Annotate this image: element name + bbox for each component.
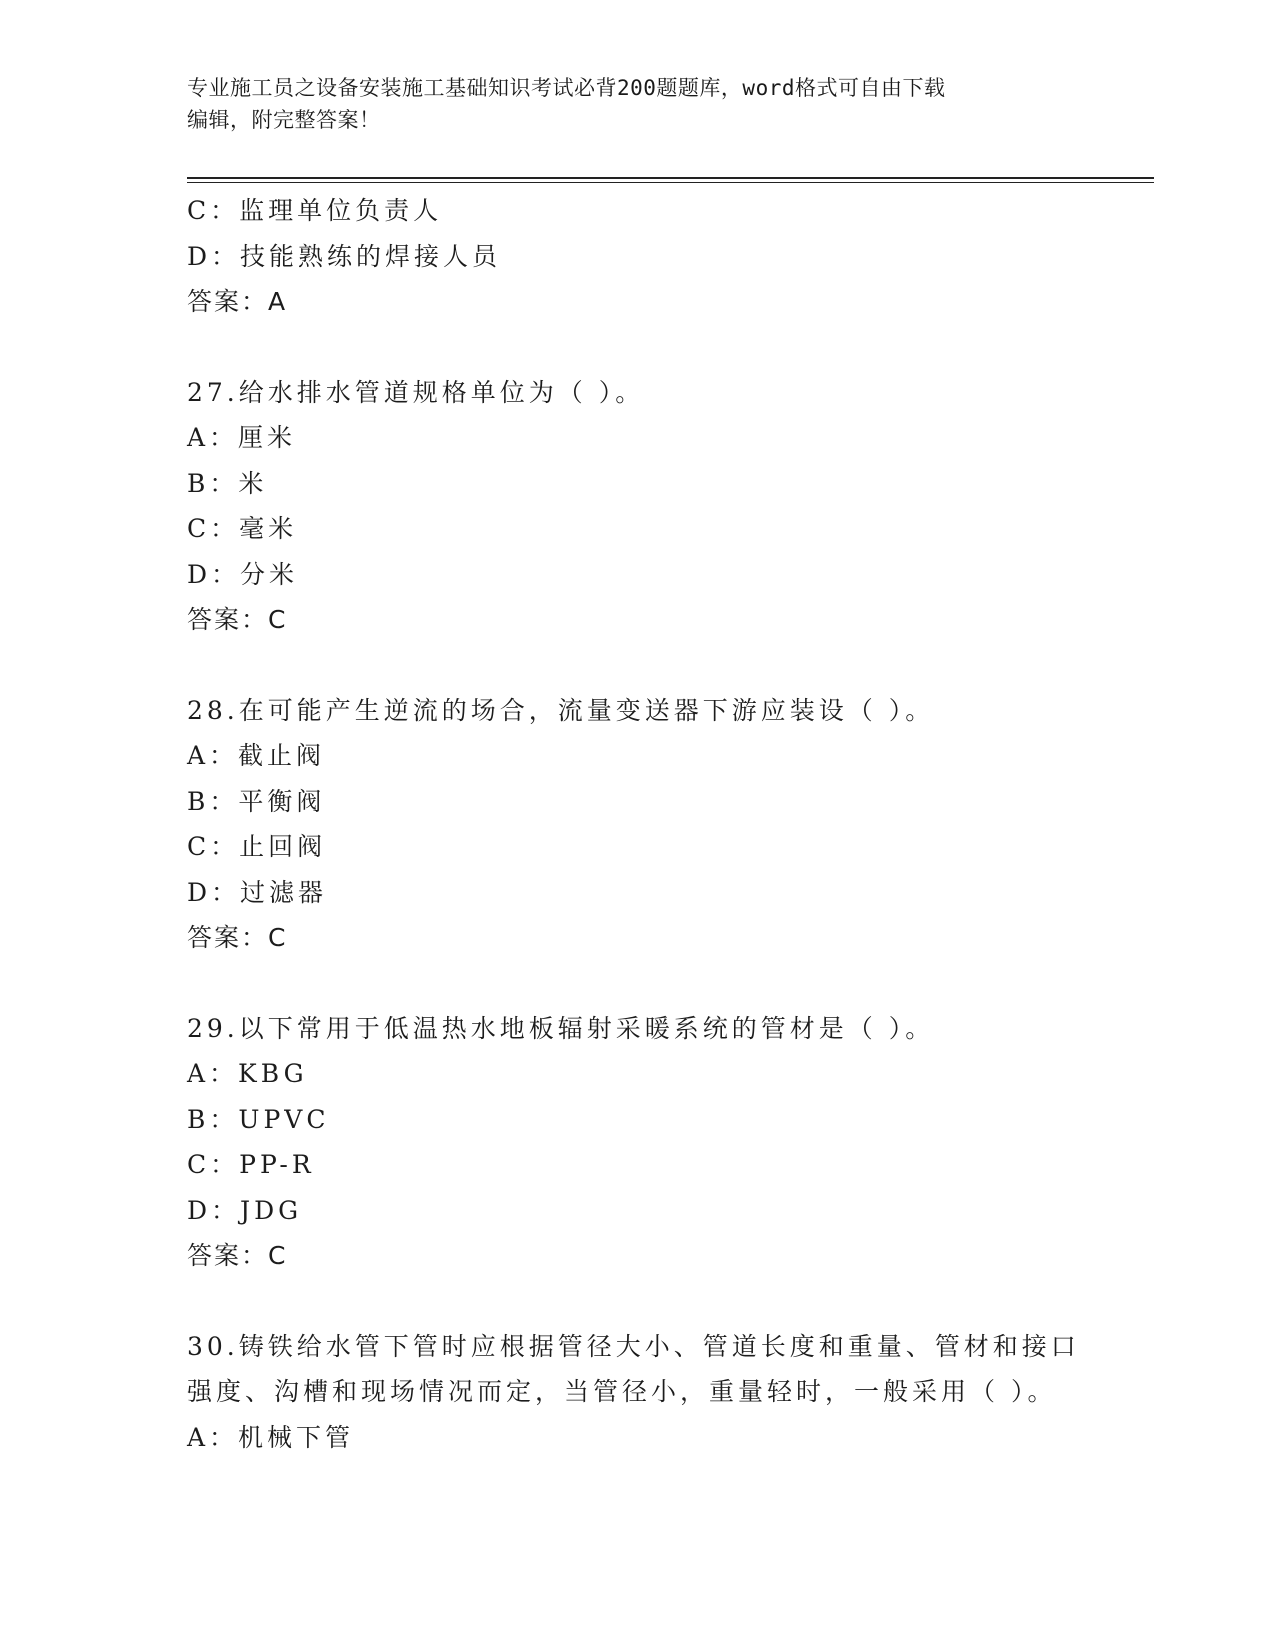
answer: 答案：C [187,923,288,952]
spacer [187,643,1147,688]
option-a: A：KBG [187,1059,308,1088]
page-header [187,72,1087,136]
option-b: B：米 [187,468,268,498]
option-d: D：技能熟练的焊接人员 [187,241,502,271]
spacer [187,961,1147,1006]
question-29 [187,1006,1147,1279]
option-d: D：分米 [187,559,299,589]
spacer [187,325,1147,370]
header-title-line-1: 专业施工员之设备安装施工基础知识考试必背200题题库，word格式可自由下载 [187,76,946,100]
option-d: D：JDG [187,1195,303,1225]
header-title-line-2: 编辑，附完整答案！ [187,108,381,132]
question-stem: 27.给水排水管道规格单位为（ ）。 [187,377,645,407]
option-a: A：截止阀 [187,741,326,770]
question-30 [187,1324,1147,1461]
option-c: C：PP-R [187,1150,315,1179]
question-stem: 28.在可能产生逆流的场合，流量变送器下游应装设（ ）。 [187,695,935,725]
option-c: C：止回阀 [187,832,327,861]
question-28 [187,688,1147,961]
question-stem: 29.以下常用于低温热水地板辐射采暖系统的管材是（ ）。 [187,1013,935,1043]
option-c: C：监理单位负责人 [187,196,443,225]
answer: 答案：C [187,1241,288,1270]
option-c: C：毫米 [187,514,298,543]
header-divider-thick [187,177,1154,179]
question-26-tail [187,188,1147,325]
option-d: D：过滤器 [187,877,328,907]
question-stem-line-1: 30.铸铁给水管下管时应根据管径大小、管道长度和重量、管材和接口 [187,1331,1080,1361]
answer: 答案：C [187,605,288,634]
question-list [187,188,1147,1460]
question-27 [187,370,1147,643]
option-a: A：厘米 [187,423,297,452]
header-divider-thin [187,182,1154,183]
option-b: B：平衡阀 [187,786,326,816]
option-a: A：机械下管 [187,1422,355,1452]
question-stem-line-2: 强度、沟槽和现场情况而定，当管径小，重量轻时，一般采用（ ）。 [187,1377,1057,1406]
option-b: B：UPVC [187,1104,330,1134]
answer: 答案：A [187,287,288,316]
spacer [187,1279,1147,1324]
